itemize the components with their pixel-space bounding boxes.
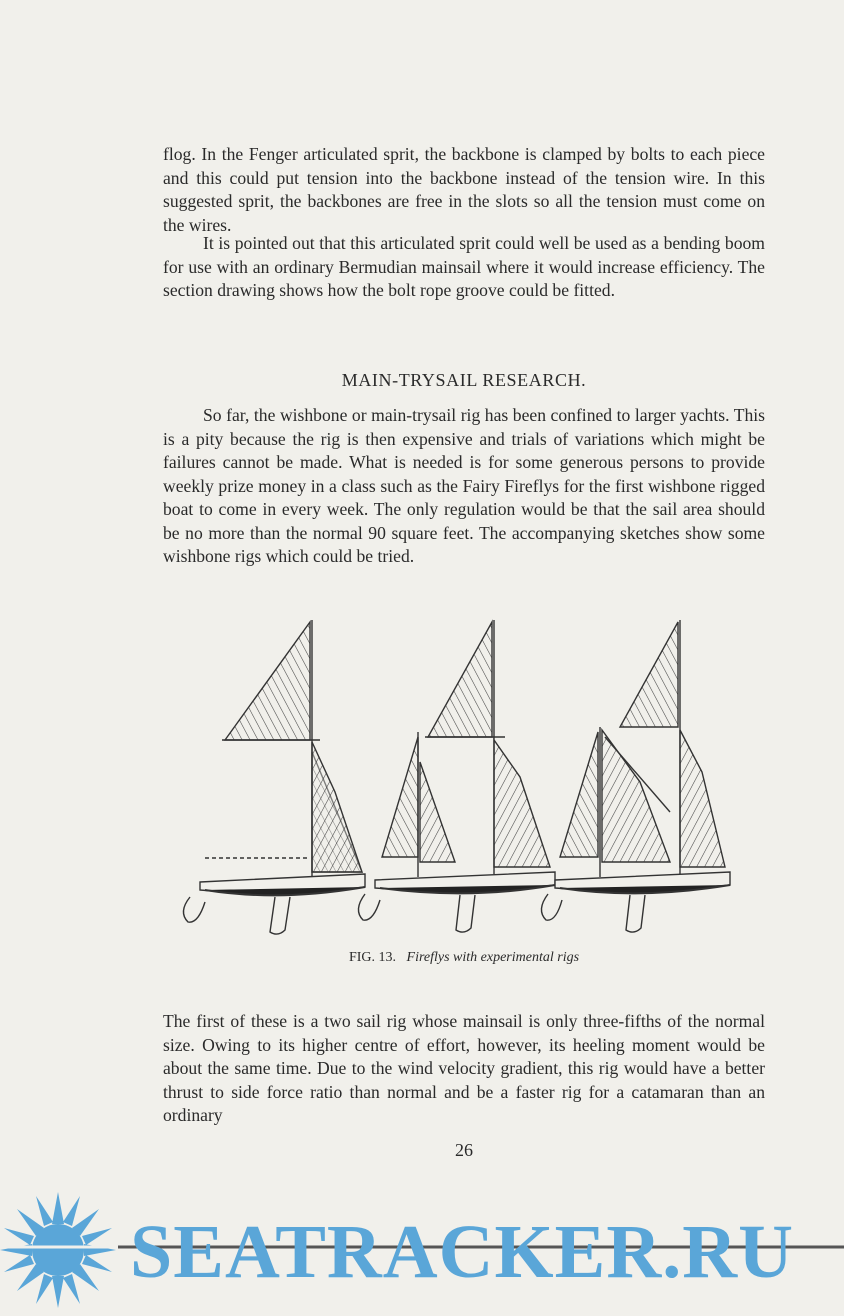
body-paragraph-4: The first of these is a two sail rig whose mainsail is only three-fifths of the normal size. Owing to its higher centre of effort, however, its heeling moment would be about the same time. Due to the wind velocity gradient, this rig would have a better thrust to side force ratio than normal and be a faster rig for a catamaran than an ordinary [163, 1011, 765, 1125]
figure-label: FIG. 13. [348, 950, 397, 965]
page-number: 26 [455, 1140, 473, 1160]
section-heading: MAIN-TRYSAIL RESEARCH. [341, 370, 587, 390]
boat-3-sketch [541, 620, 730, 932]
figure-caption [163, 950, 765, 966]
figure-title: Fireflys with experimental rigs [406, 950, 580, 965]
boat-1-sketch [183, 620, 365, 934]
figure-fireflys-illustration [150, 612, 770, 942]
body-paragraph-1: flog. In the Fenger articulated sprit, the backbone is clamped by bolts to each piece and this could put tension into the backbone instead of the tension wire. In this suggested sprit, the backbones are free in the slots so all the tension must come on the wires. [163, 144, 765, 235]
body-paragraph-2: It is pointed out that this articulated sprit could well be used as a bending boom for use with an ordinary Bermudian mainsail where it would increase efficiency. The section drawing shows how the bolt rope groove could be fitted. [163, 233, 765, 300]
body-paragraph-3: So far, the wishbone or main-trysail rig has been confined to larger yachts. This is a pity because the rig is then expensive and trials of variations which might be failures cannot be made. What is needed is for some generous persons to provide weekly prize money in a class such as the Fairy Fireflys for the first wishbone rigged boat to come in every week. The only regulation would be that the sail area should be no more than the normal 90 square feet. The accompanying sketches show some wishbone rigs which could be tried. [163, 405, 765, 566]
boat-2-sketch [358, 620, 555, 932]
sun-icon [0, 1192, 118, 1308]
watermark-text: SEATRACKER.RU [130, 1210, 795, 1294]
